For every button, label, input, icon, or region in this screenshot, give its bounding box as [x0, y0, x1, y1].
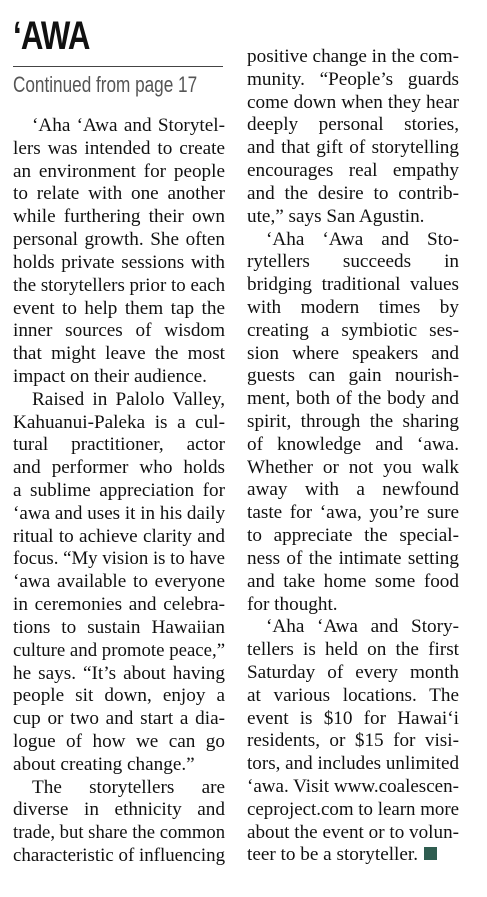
- text-line-content: holds private sessions with: [13, 251, 225, 273]
- text-line-content: cup or two and start a dia-: [13, 708, 225, 730]
- text-line-content: ‘awa. Visit www.coalescen-: [247, 776, 459, 797]
- text-line-content: he says. “It’s about having: [13, 662, 225, 684]
- text-line: [247, 548, 459, 571]
- text-line: [247, 69, 459, 92]
- text-line-content: and take home some food: [247, 570, 459, 592]
- text-line: [247, 411, 459, 434]
- text-line-content: spirit, through the sharing: [247, 411, 459, 432]
- text-line-content: a sublime appreciation for: [13, 480, 225, 501]
- text-line-content: ‘Aha ‘Awa and Storytel-: [32, 115, 225, 136]
- text-line: [247, 457, 459, 480]
- text-line-content: diverse in ethnicity and: [13, 799, 225, 821]
- text-line-content: residents, or $15 for visi-: [247, 730, 459, 752]
- text-line-content: Kahuanui-Paleka is a cul-: [13, 411, 225, 433]
- text-line: [247, 434, 459, 457]
- text-line: [13, 526, 225, 549]
- text-line: [13, 548, 225, 571]
- text-line-content: the storytellers prior to each: [13, 274, 226, 296]
- text-line: [13, 343, 225, 366]
- text-line: [247, 639, 459, 662]
- text-line-content: of knowledge and ‘awa.: [247, 433, 459, 455]
- text-line: [13, 731, 225, 754]
- text-line: [247, 594, 459, 617]
- text-line-content: tors, and includes unlimited: [247, 753, 459, 775]
- text-line-content: ritual to achieve clarity and: [13, 525, 225, 547]
- text-line-content: with modern times by: [247, 296, 459, 318]
- text-line: [247, 708, 459, 731]
- text-line: [247, 799, 459, 822]
- headline: ‘AWA: [13, 14, 90, 58]
- text-line-content: ness of the intimate setting: [247, 547, 459, 569]
- end-mark-square: [424, 847, 437, 860]
- text-line: [13, 434, 225, 457]
- text-line: [247, 297, 459, 320]
- text-line-content: Raised in Palolo Valley,: [32, 388, 225, 410]
- text-line: [247, 753, 459, 776]
- text-line: [247, 206, 459, 229]
- text-line-content: munity. “People’s guards: [247, 68, 459, 90]
- text-line-content: inner sources of wisdom: [13, 320, 225, 342]
- text-line-content: about creating change.”: [13, 753, 195, 775]
- text-line-content: deeply personal stories,: [247, 114, 459, 136]
- text-line-content: trade, but share the common: [13, 822, 226, 844]
- text-line-content: Saturday of every month: [247, 661, 459, 683]
- text-line-content: away with a newfound: [247, 479, 459, 501]
- text-line: [247, 616, 459, 639]
- text-line: [13, 457, 225, 480]
- text-line-content: ute,” says San Agustin.: [247, 205, 425, 227]
- text-line-content: event to help them tap the: [13, 297, 225, 319]
- text-line-content: impact on their audience.: [13, 365, 207, 387]
- text-line-content: ceproject.com to learn more: [247, 798, 460, 820]
- text-line-content: The storytellers are: [32, 776, 225, 798]
- text-line: [13, 571, 225, 594]
- text-line: [13, 366, 225, 389]
- text-line-content: guests can gain nourish-: [247, 365, 459, 387]
- text-line-content: tellers is held on the first: [247, 639, 459, 661]
- text-line: [13, 320, 225, 343]
- text-line-content: event is $10 for Hawai‘i: [247, 707, 459, 729]
- text-line: [13, 777, 225, 800]
- text-line-content: about the event or to volun-: [247, 821, 459, 843]
- left-column-text: [13, 115, 225, 868]
- text-line-content: creating a symbiotic ses-: [247, 319, 459, 341]
- text-line-content: personal growth. She often: [13, 229, 225, 251]
- text-line-content: positive change in the com-: [247, 46, 460, 67]
- text-line: [13, 503, 225, 526]
- text-line-content: that might leave the most: [13, 343, 225, 365]
- text-line-content: focus. “My vision is to have: [13, 548, 225, 570]
- text-line-content: lers was intended to create: [13, 137, 225, 159]
- text-line: [247, 160, 459, 183]
- text-line-content: logue of how we can go: [13, 730, 225, 752]
- text-line: [247, 525, 459, 548]
- text-line: [13, 799, 225, 822]
- text-line-content: while furthering their own: [13, 206, 225, 228]
- text-line-content: at various locations. The: [247, 684, 459, 706]
- text-line: [247, 776, 459, 799]
- text-line: [247, 274, 459, 297]
- text-line-content: culture and promote peace,”: [13, 639, 226, 661]
- text-line: [247, 92, 459, 115]
- text-line: [13, 298, 225, 321]
- text-line: [13, 412, 225, 435]
- text-line: [247, 114, 459, 137]
- text-line-content: ‘Aha ‘Awa and Story-: [266, 616, 459, 638]
- text-line: [13, 138, 225, 161]
- text-line: [13, 822, 225, 845]
- text-line-content: characteristic of influencing: [13, 845, 226, 866]
- text-line: [13, 708, 225, 731]
- text-line: [247, 479, 459, 502]
- text-line: [247, 343, 459, 366]
- text-line-content: ment, both of the body and: [247, 388, 459, 410]
- text-line-content: teer to be a storyteller.: [247, 844, 419, 866]
- text-line: [247, 251, 459, 274]
- text-line-content: taste for ‘awa, you’re sure: [247, 502, 459, 524]
- text-line-content: Whether or not you walk: [247, 456, 459, 478]
- text-line-content: ‘Aha ‘Awa and Sto-: [266, 228, 459, 250]
- text-line: [247, 46, 459, 69]
- text-line: [247, 365, 459, 388]
- text-line-content: bridging traditional values: [247, 274, 459, 296]
- text-line-content: encourages real empathy: [247, 160, 459, 182]
- text-line: [13, 252, 225, 275]
- text-line-content: ‘awa and uses it in his daily: [13, 502, 226, 524]
- text-line-content: tions to sustain Hawaiian: [13, 616, 225, 638]
- text-line: [247, 662, 459, 685]
- text-line-content: people sit down, enjoy a: [13, 685, 225, 707]
- text-line: [13, 845, 225, 868]
- text-line: [247, 571, 459, 594]
- text-line: [247, 137, 459, 160]
- text-line-content: rytellers succeeds in: [247, 251, 459, 273]
- text-line-content: in ceremonies and celebra-: [13, 594, 225, 616]
- text-line-content: sion where speakers and: [247, 342, 459, 364]
- text-line: [13, 663, 225, 686]
- text-line: [247, 502, 459, 525]
- text-line: [13, 206, 225, 229]
- text-line: [13, 389, 225, 412]
- text-line-content: to relate with one another: [13, 183, 225, 205]
- continued-from-label: Continued from page 17: [13, 72, 198, 97]
- text-line: [13, 754, 225, 777]
- text-line: [247, 685, 459, 708]
- text-line-content: ‘awa available to everyone: [13, 571, 225, 593]
- text-line: [13, 640, 225, 663]
- text-line: [247, 229, 459, 252]
- text-line-content: to appreciate the special-: [247, 525, 459, 547]
- text-line-content: and that gift of storytelling: [247, 137, 459, 159]
- text-line: [13, 685, 225, 708]
- headline-rule: [13, 66, 223, 67]
- text-line-content: come down when they hear: [247, 91, 459, 113]
- text-line-content: an environment for people: [13, 160, 225, 182]
- text-line: [13, 594, 225, 617]
- text-line: [13, 229, 225, 252]
- text-line: [247, 822, 459, 845]
- text-line: [247, 844, 459, 867]
- text-line: [13, 115, 225, 138]
- text-line: [13, 275, 225, 298]
- text-line: [247, 320, 459, 343]
- text-line: [247, 730, 459, 753]
- right-column-text: [247, 46, 459, 867]
- text-line: [13, 183, 225, 206]
- text-line: [13, 480, 225, 503]
- text-line-content: tural practitioner, actor: [13, 434, 225, 456]
- text-line-content: and the desire to contrib-: [247, 182, 459, 204]
- text-line: [13, 161, 225, 184]
- text-line: [247, 183, 459, 206]
- text-line-content: for thought.: [247, 593, 338, 615]
- text-line: [13, 617, 225, 640]
- text-line-content: and performer who holds: [13, 457, 225, 479]
- text-line: [247, 388, 459, 411]
